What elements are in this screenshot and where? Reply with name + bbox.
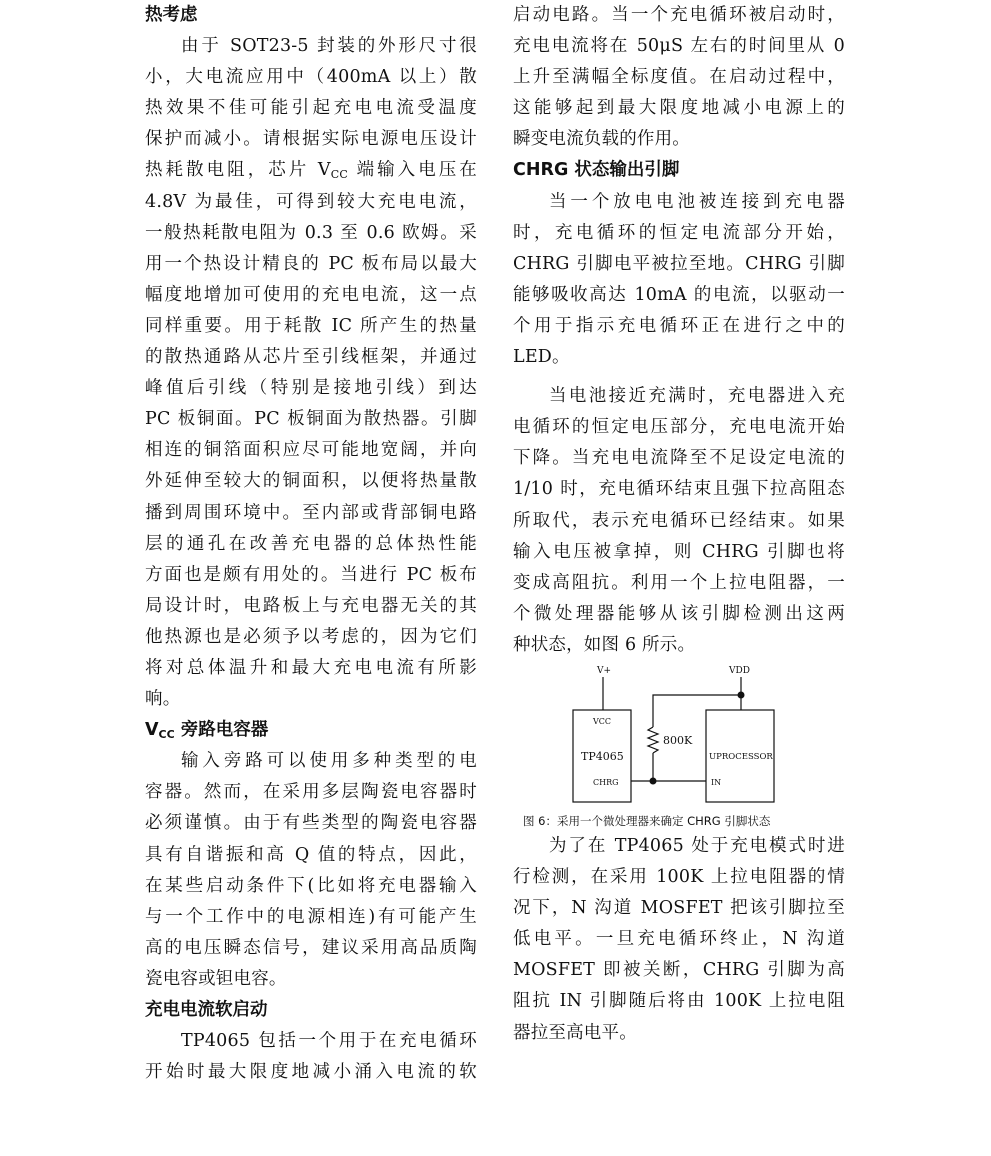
paragraph-line: 时，充电循环的恒定电流部分开始， xyxy=(513,222,845,243)
paragraph-line: 相连的铜箔面积应尽可能地宽阔，并向 xyxy=(145,440,477,461)
label-tp4065: TP4065 xyxy=(581,749,624,763)
paragraph-line: 幅度地增加可使用的充电电流，这一点 xyxy=(145,284,477,305)
paragraph-line: 必须谨慎。由于有些类型的陶瓷电容器 xyxy=(145,813,477,834)
paragraph-line: 启动电路。当一个充电循环被启动时， xyxy=(513,5,845,25)
left-column xyxy=(145,0,477,1088)
paragraph-line: 容器。然而，在采用多层陶瓷电容器时 xyxy=(145,782,477,803)
label-uprocessor: UPROCESSOR xyxy=(709,751,773,762)
paragraph-line: 层的通孔在改善充电器的总体热性能 xyxy=(145,533,477,554)
paragraph-line-vcc xyxy=(145,155,477,186)
figure-caption: 图 6：采用一个微处理器来确定 CHRG 引脚状态 xyxy=(523,813,771,828)
paragraph-line: 同样重要。用于耗散 IC 所产生的热量 xyxy=(145,315,477,336)
heading-vcc-bypass xyxy=(145,715,477,746)
vcc-subscript: CC xyxy=(330,168,348,182)
paragraph-line: 上升至满幅全标度值。在启动过程中， xyxy=(513,67,845,88)
label-vdd: VDD xyxy=(729,665,750,676)
vcc-prefix: 热耗散电阻，芯片 V xyxy=(145,160,331,181)
paragraph-line: 小，大电流应用中（400mA 以上）散 xyxy=(145,67,477,88)
paragraph-line: 热效果不佳可能引起充电电流受温度 xyxy=(145,98,477,119)
paragraph-line: 充电电流将在 50μS 左右的时间里从 0 xyxy=(513,36,845,57)
paragraph-line: 当电池接近充满时，充电器进入充 xyxy=(549,386,845,407)
paragraph-line: 播到周围环境中。至内部或背部铜电路 xyxy=(145,502,477,523)
paragraph-line: 具有自谐振和高 Q 值的特点，因此， xyxy=(145,844,477,865)
paragraph-line: 的散热通路从芯片至引线框架，并通过 xyxy=(145,347,477,368)
paragraph-line: LED。 xyxy=(513,347,570,368)
paragraph-line: 器拉至高电平。 xyxy=(513,1022,637,1043)
paragraph-line: 个用于指示充电循环正在进行之中的 xyxy=(513,315,845,336)
paragraph-line: 瞬变电流负载的作用。 xyxy=(513,129,690,150)
paragraph-line: 下降。当充电电流降至不足设定电流的 xyxy=(513,448,845,469)
paragraph-line: 这能够起到最大限度地减小电源上的 xyxy=(513,98,845,119)
paragraph-line: 将对总体温升和最大充电电流有所影 xyxy=(145,657,477,678)
paragraph-line: 电循环的恒定电压部分，充电电流开始 xyxy=(513,417,845,438)
heading-soft-start: 充电电流软启动 xyxy=(145,1000,268,1020)
paragraph-line: 峰值后引线（特别是接地引线）到达 xyxy=(145,378,477,399)
paragraph-line: 与一个工作中的电源相连)有可能产生 xyxy=(145,906,477,927)
circuit-figure xyxy=(513,661,845,811)
pullup-wire xyxy=(653,695,741,727)
paragraph-line: 种状态，如图 6 所示。 xyxy=(513,634,696,655)
paragraph-line: 所取代，表示充电循环已经结束。如果 xyxy=(513,510,845,531)
paragraph-line: 瓷电容或钽电容。 xyxy=(145,968,287,989)
paragraph-line: 响。 xyxy=(145,689,181,710)
right-column xyxy=(513,0,845,1049)
heading-chrg-pin: CHRG 状态输出引脚 xyxy=(513,160,680,181)
heading-subscript: CC xyxy=(158,728,175,742)
paragraph-line: 他热源也是必须予以考虑的，因为它们 xyxy=(145,626,477,647)
paragraph-line: 输入旁路可以使用多种类型的电 xyxy=(181,751,477,772)
label-resistor: 800K xyxy=(663,733,693,747)
circuit-diagram xyxy=(513,661,845,811)
paragraph-line: CHRG 引脚电平被拉至地。CHRG 引脚 xyxy=(513,253,845,274)
paragraph-line: 方面也是颇有用处的。当进行 PC 板布 xyxy=(145,564,477,585)
label-vcc: VCC xyxy=(593,716,612,726)
paragraph-line: 低电平。一旦充电循环终止，N 沟道 xyxy=(513,929,845,950)
paragraph-line: 外延伸至较大的铜面积，以便将热量散 xyxy=(145,471,477,492)
paragraph-line: 阻抗 IN 引脚随后将由 100K 上拉电阻 xyxy=(513,991,845,1012)
paragraph-line: 1/10 时，充电循环结束且强下拉高阻态 xyxy=(513,479,845,500)
paragraph-line: 4.8V 为最佳，可得到较大充电电流， xyxy=(145,191,477,212)
paragraph-line: 开始时最大限度地减小涌入电流的软 xyxy=(145,1062,477,1083)
paragraph-line: 用一个热设计精良的 PC 板布局以最大 xyxy=(145,253,477,274)
vcc-tail: 端输入电压在 xyxy=(348,160,477,181)
heading-tail: 旁路电容器 xyxy=(174,720,269,741)
label-vplus: V+ xyxy=(597,665,612,676)
heading-v: V xyxy=(145,720,159,741)
paragraph-line: 变成高阻抗。利用一个上拉电阻器，一 xyxy=(513,572,845,593)
resistor-zigzag xyxy=(648,727,658,753)
chrg-junction-dot xyxy=(650,777,657,784)
paragraph-line: PC 板铜面。PC 板铜面为散热器。引脚 xyxy=(145,409,477,430)
paragraph-line: 当一个放电电池被连接到充电器 xyxy=(549,191,845,212)
paragraph-line: 能够吸收高达 10mA 的电流，以驱动一 xyxy=(513,284,845,305)
paragraph-line: 高的电压瞬态信号，建议采用高品质陶 xyxy=(145,937,477,958)
paragraph-line: 在某些启动条件下(比如将充电器输入 xyxy=(145,875,477,896)
label-chrg: CHRG xyxy=(593,777,619,787)
paragraph-line: 局设计时，电路板上与充电器无关的其 xyxy=(145,595,477,616)
paragraph-line: 保护而减小。请根据实际电源电压设计 xyxy=(145,129,477,150)
paragraph-line: 为了在 TP4065 处于充电模式时进 xyxy=(549,835,845,856)
paragraph-line: 况下，N 沟道 MOSFET 把该引脚拉至 xyxy=(513,898,845,919)
vdd-junction-dot xyxy=(738,691,745,698)
paragraph-line: 一般热耗散电阻为 0.3 至 0.6 欧姆。采 xyxy=(145,222,477,243)
paragraph-line: TP4065 包括一个用于在充电循环 xyxy=(181,1031,477,1052)
paragraph-line: 行检测，在采用 100K 上拉电阻器的情 xyxy=(513,867,845,888)
paragraph-line: 个微处理器能够从该引脚检测出这两 xyxy=(513,603,845,624)
paragraph-line: MOSFET 即被关断，CHRG 引脚为高 xyxy=(513,960,845,981)
paragraph-gap xyxy=(513,373,845,381)
paragraph-line: 输入电压被拿掉，则 CHRG 引脚也将 xyxy=(513,541,845,562)
label-in: IN xyxy=(711,777,722,787)
paragraph-line: 由于 SOT23-5 封装的外形尺寸很 xyxy=(181,36,477,57)
heading-thermal: 热考虑 xyxy=(145,5,198,25)
